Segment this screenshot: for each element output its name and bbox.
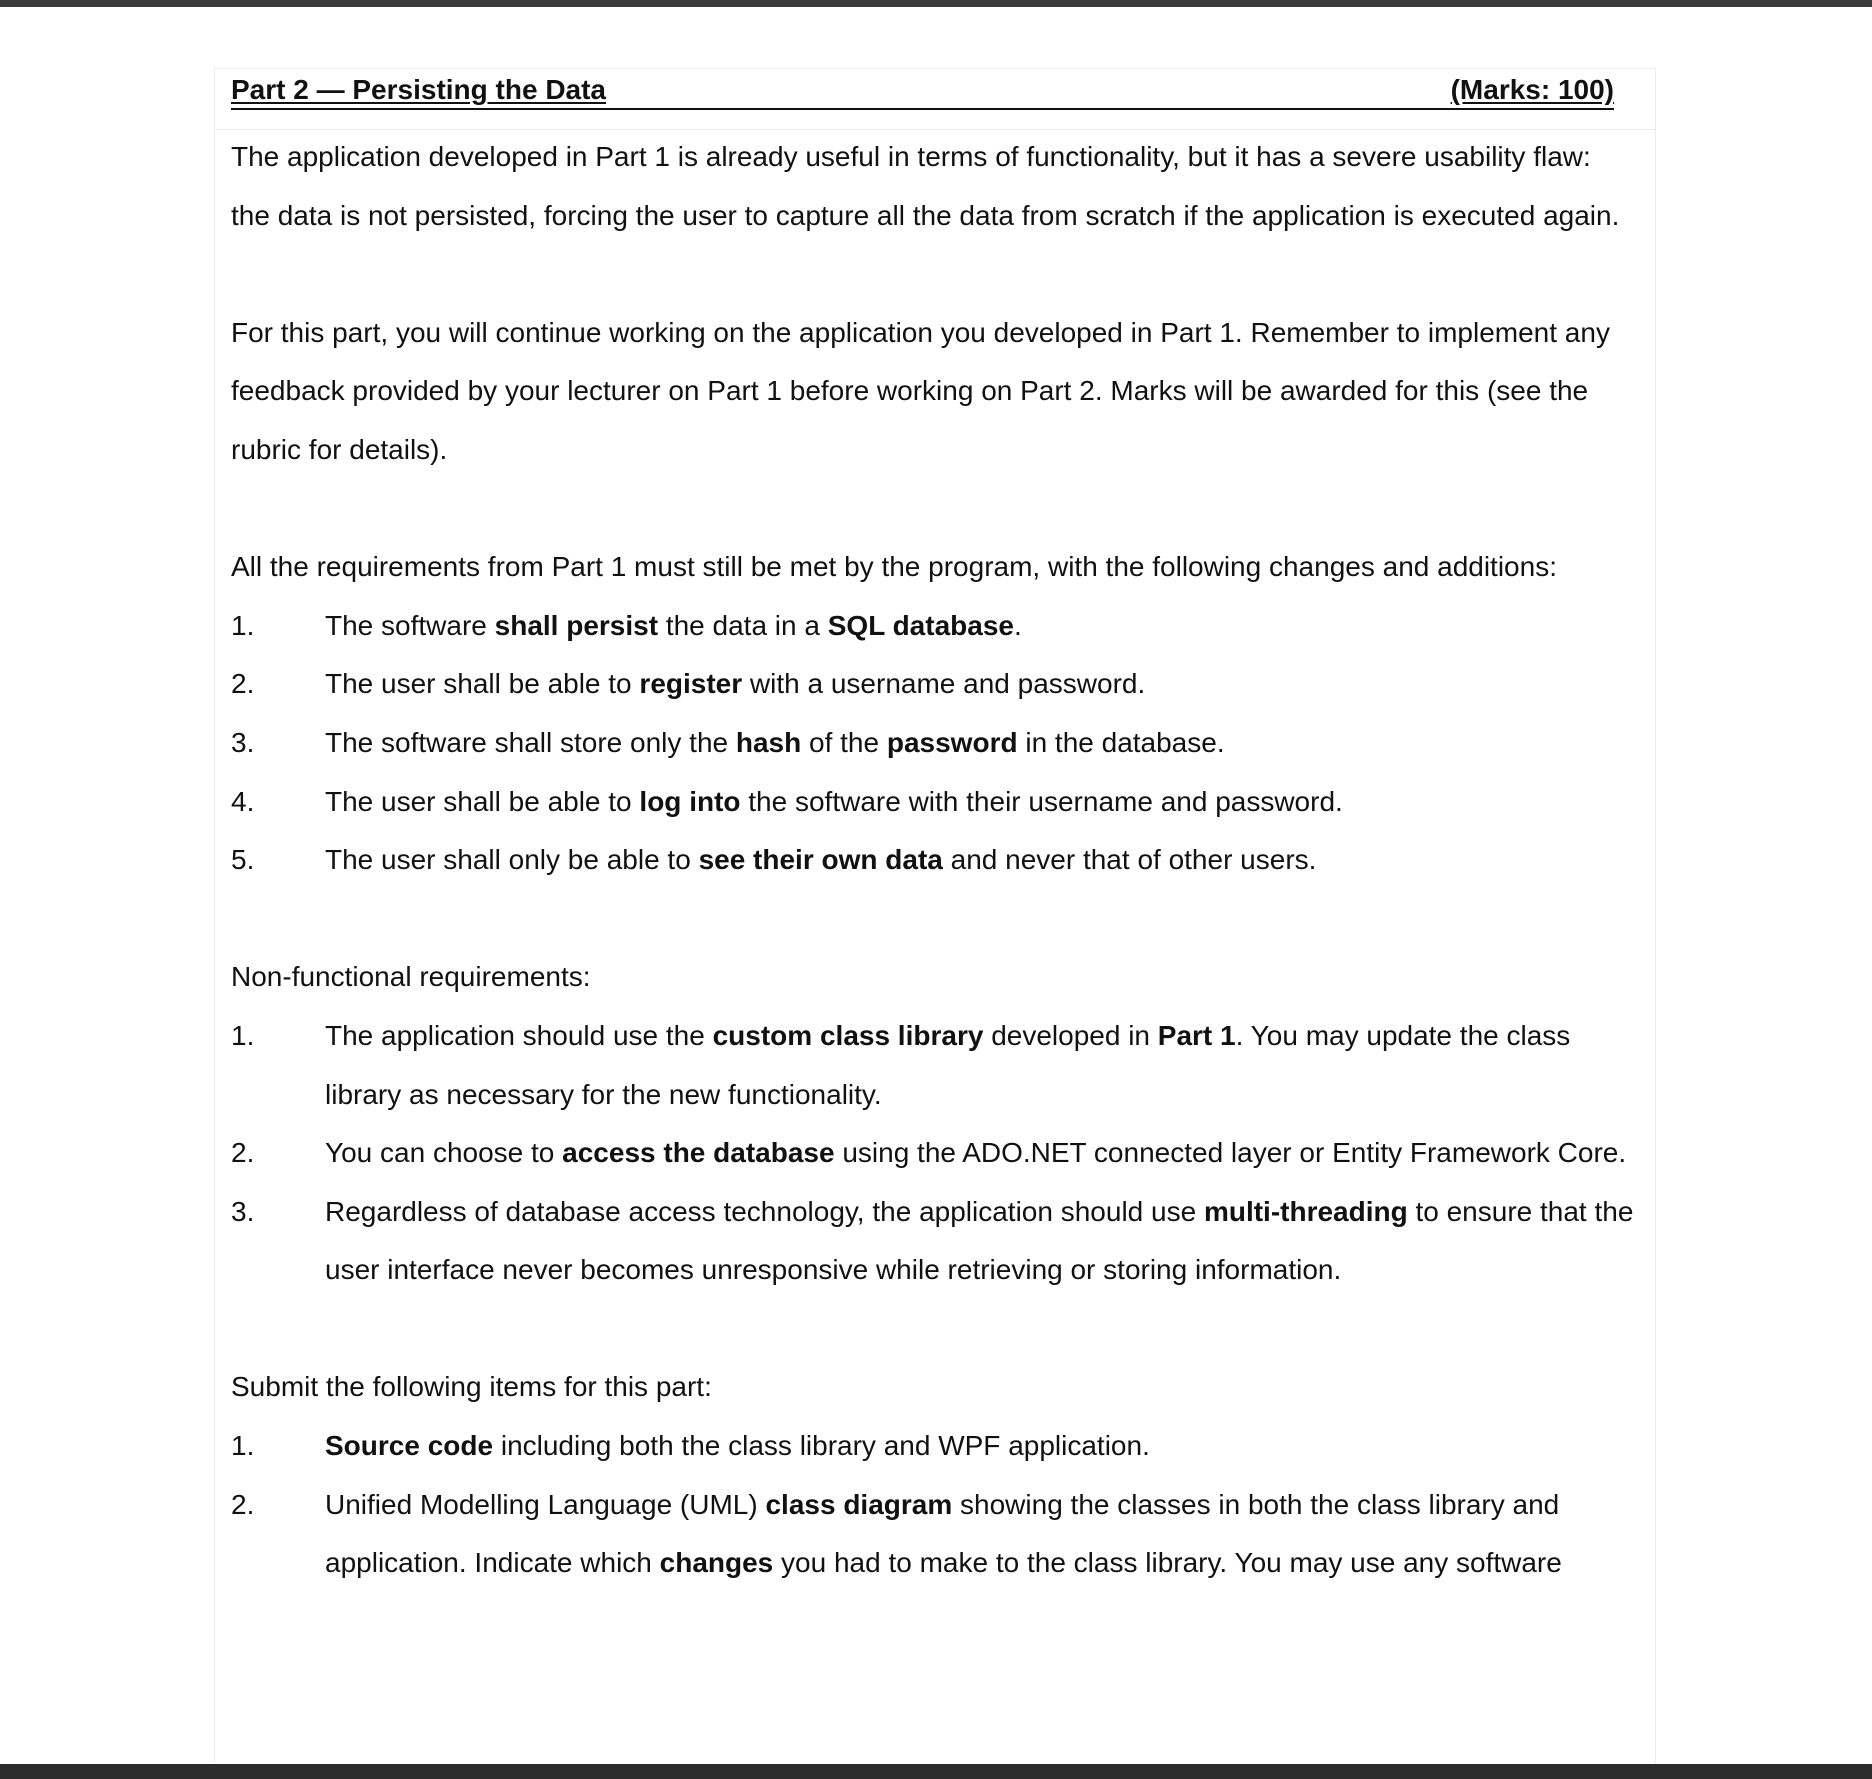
bold-text: custom class library	[712, 1019, 984, 1051]
list-item-text: The user shall be able to	[325, 668, 640, 700]
list-item-number: 2.	[231, 668, 255, 700]
bold-text: Source code	[325, 1430, 494, 1462]
nonfunctional-list	[231, 1007, 1636, 1300]
list-item	[231, 1417, 1636, 1476]
intro-paragraph: The application developed in Part 1 is already useful in terms of functionality, but it has a severe usability flaw: the data is not persisted, forcing the user to capture all the data from scratch if the application is executed again.	[231, 141, 1620, 231]
paragraph-spacer	[231, 1300, 1636, 1359]
section-title: Part 2 — Persisting the Data	[231, 74, 607, 105]
list-item	[231, 714, 1636, 773]
window-bottom-bar	[0, 1764, 1872, 1779]
list-item	[231, 1124, 1636, 1183]
bold-text: SQL database	[827, 609, 1014, 641]
list-item-number: 2.	[231, 1137, 255, 1169]
list-item-text: with a username and password.	[742, 668, 1146, 700]
list-item	[231, 1476, 1636, 1593]
list-item-text: you had to make to the class library. You may use any software	[773, 1547, 1562, 1579]
bold-text: class diagram	[765, 1488, 953, 1520]
paragraph-spacer	[231, 480, 1636, 539]
bold-text: hash	[735, 726, 802, 758]
list-item-number: 1.	[231, 1019, 255, 1051]
list-item-number: 4.	[231, 785, 255, 817]
list-item	[231, 1007, 1636, 1124]
list-item-text: and never that of other users.	[942, 844, 1317, 876]
list-item-text: .	[1013, 609, 1022, 641]
list-item-text: the software with their username and password.	[740, 785, 1343, 817]
bold-text: changes	[659, 1547, 774, 1579]
list-item-number: 1.	[231, 609, 255, 641]
list-item-text: You can choose to	[325, 1137, 563, 1169]
bold-text: access the database	[562, 1137, 835, 1169]
list-item-text: in the database.	[1017, 726, 1225, 758]
list-item	[231, 831, 1636, 890]
list-item-text: The user shall only be able to	[325, 844, 699, 876]
section-marks: (Marks: 100)	[1450, 74, 1614, 105]
list-item-number: 2.	[231, 1488, 255, 1520]
bold-text: log into	[639, 785, 741, 817]
bold-text: Part 1	[1157, 1019, 1236, 1051]
list-item-number: 3.	[231, 1195, 255, 1227]
list-item	[231, 597, 1636, 656]
continue-paragraph: For this part, you will continue working on the application you developed in Part 1. Remember to implement any feedback provided by your lecturer on Part 1 before working on Part 2. Marks will be awarded for this (see the rubric for details).	[231, 316, 1610, 465]
list-item-text: The software	[325, 609, 495, 641]
section-header	[231, 72, 1614, 110]
list-item-text: using the ADO.NET connected layer or Entity Framework Core.	[834, 1137, 1627, 1169]
list-item-text: Regardless of database access technology, the application should use	[325, 1195, 1204, 1227]
list-item-text: The user shall be able to	[325, 785, 640, 817]
bold-text: password	[886, 726, 1018, 758]
list-item-text: of the	[801, 726, 887, 758]
window-top-bar	[0, 0, 1872, 7]
list-item-text: developed in	[983, 1019, 1158, 1051]
list-item	[231, 1183, 1636, 1300]
bold-text: see their own data	[698, 844, 943, 876]
bold-text: register	[639, 668, 743, 700]
bold-text: shall persist	[494, 609, 659, 641]
list-item-number: 5.	[231, 844, 255, 876]
list-item-text: showing the classes in both the class library and application. Indicate which	[325, 1488, 1560, 1579]
requirements-heading: All the requirements from Part 1 must still be met by the program, with the following changes and additions:	[231, 551, 1557, 583]
bold-text: multi-threading	[1203, 1195, 1408, 1227]
list-item-number: 1.	[231, 1430, 255, 1462]
list-item-text: including both the class library and WPF application.	[493, 1430, 1150, 1462]
list-item	[231, 773, 1636, 832]
nonfunctional-heading: Non-functional requirements:	[231, 961, 591, 993]
list-item-text: The application should use the	[325, 1019, 713, 1051]
list-item-text: . You may update the class library as necessary for the new functionality.	[325, 1019, 1571, 1110]
requirements-list	[231, 597, 1636, 890]
submit-heading: Submit the following items for this part:	[231, 1371, 712, 1403]
document-body	[231, 128, 1636, 1593]
list-item-text: the data in a	[658, 609, 828, 641]
paragraph-spacer	[231, 890, 1636, 949]
list-item-text: to ensure that the user interface never becomes unresponsive while retrieving or storing information.	[325, 1195, 1634, 1286]
paragraph-spacer	[231, 245, 1636, 304]
list-item	[231, 655, 1636, 714]
list-item-text: Unified Modelling Language (UML)	[325, 1488, 766, 1520]
submit-list	[231, 1417, 1636, 1593]
list-item-number: 3.	[231, 726, 255, 758]
list-item-text: The software shall store only the	[325, 726, 736, 758]
